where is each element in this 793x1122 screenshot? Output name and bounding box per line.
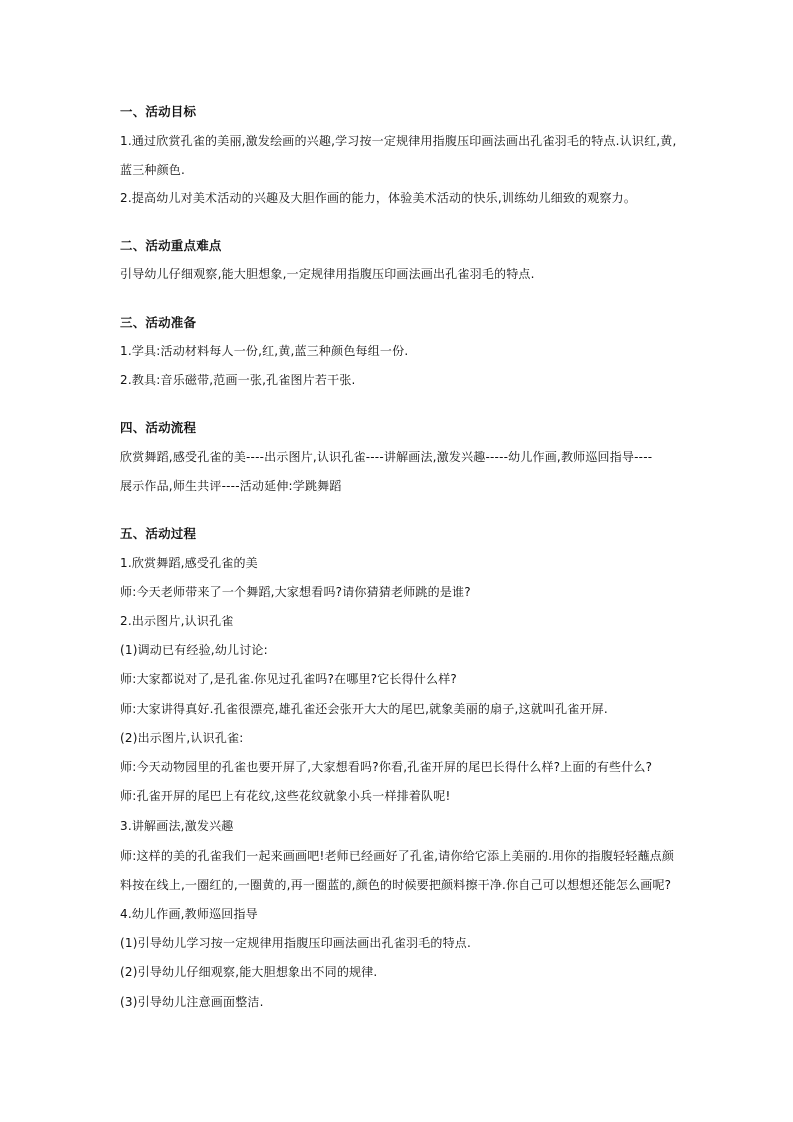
- section-5-line-5: 师:大家都说对了,是孔雀.你见过孔雀吗?在哪里?它长得什么样?: [120, 672, 457, 686]
- section-5-line-15: (2)引导幼儿仔细观察,能大胆想象出不同的规律.: [120, 965, 378, 979]
- section-1-line-1: 1.通过欣赏孔雀的美丽,激发绘画的兴趣,学习按一定规律用指腹压印画法画出孔雀羽毛的特点.认识红,黄,: [120, 134, 677, 148]
- section-5-line-7: (2)出示图片,认识孔雀:: [120, 731, 244, 745]
- section-5-line-14: (1)引导幼儿学习按一定规律用指腹压印画法画出孔雀羽毛的特点.: [120, 936, 472, 950]
- section-5-line-13: 4.幼儿作画,教师巡回指导: [120, 907, 258, 921]
- section-5-line-12: 料按在线上,一圈红的,一圈黄的,再一圈蓝的,颜色的时候要把颜料擦干净.你自己可以想想还能怎么画呢?: [120, 878, 672, 892]
- section-4-line-1: 欣赏舞蹈,感受孔雀的美----出示图片,认识孔雀----讲解画法,激发兴趣-----幼儿作画,教师巡回指导----: [120, 450, 653, 464]
- section-heading-4: 四、活动流程: [120, 420, 197, 435]
- section-4-line-2: 展示作品,师生共评----活动延伸:学跳舞蹈: [120, 479, 342, 493]
- section-5-line-11: 师:这样的美的孔雀我们一起来画画吧!老师已经画好了孔雀,请你给它添上美丽的.用你的指腹轻轻蘸点颜: [120, 849, 675, 863]
- section-5-line-9: 师:孔雀开屏的尾巴上有花纹,这些花纹就象小兵一样排着队呢!: [120, 789, 451, 803]
- section-heading-3: 三、活动准备: [120, 315, 197, 330]
- section-1-line-2: 蓝三种颜色.: [120, 163, 186, 177]
- section-5-line-1: 1.欣赏舞蹈,感受孔雀的美: [120, 556, 258, 570]
- section-5-line-10: 3.讲解画法,激发兴趣: [120, 819, 234, 833]
- section-heading-1: 一、活动目标: [120, 104, 197, 119]
- section-5-line-4: (1)调动已有经验,幼儿讨论:: [120, 643, 268, 657]
- section-5-line-2: 师:今天老师带来了一个舞蹈,大家想看吗?请你猜猜老师跳的是谁?: [120, 585, 471, 599]
- section-heading-5: 五、活动过程: [120, 526, 197, 541]
- section-5-line-8: 师:今天动物园里的孔雀也要开屏了,大家想看吗?你看,孔雀开屏的尾巴长得什么样?上面的有些什么?: [120, 760, 653, 774]
- section-3-line-1: 1.学具:活动材料每人一份,红,黄,蓝三种颜色每组一份.: [120, 344, 409, 358]
- section-heading-2: 二、活动重点难点: [120, 238, 222, 253]
- section-1-line-3: 2.提高幼儿对美术活动的兴趣及大胆作画的能力，体验美术活动的快乐,训练幼儿细致的观察力。: [120, 191, 637, 205]
- section-2-line-1: 引导幼儿仔细观察,能大胆想象,一定规律用指腹压印画法画出孔雀羽毛的特点.: [120, 267, 535, 281]
- section-5-line-3: 2.出示图片,认识孔雀: [120, 614, 234, 628]
- section-5-line-16: (3)引导幼儿注意画面整洁.: [120, 995, 264, 1009]
- section-3-line-2: 2.教具:音乐磁带,范画一张,孔雀图片若干张.: [120, 373, 356, 387]
- section-5-line-6: 师:大家讲得真好.孔雀很漂亮,雄孔雀还会张开大大的尾巴,就象美丽的扇子,这就叫孔雀开屏.: [120, 702, 608, 716]
